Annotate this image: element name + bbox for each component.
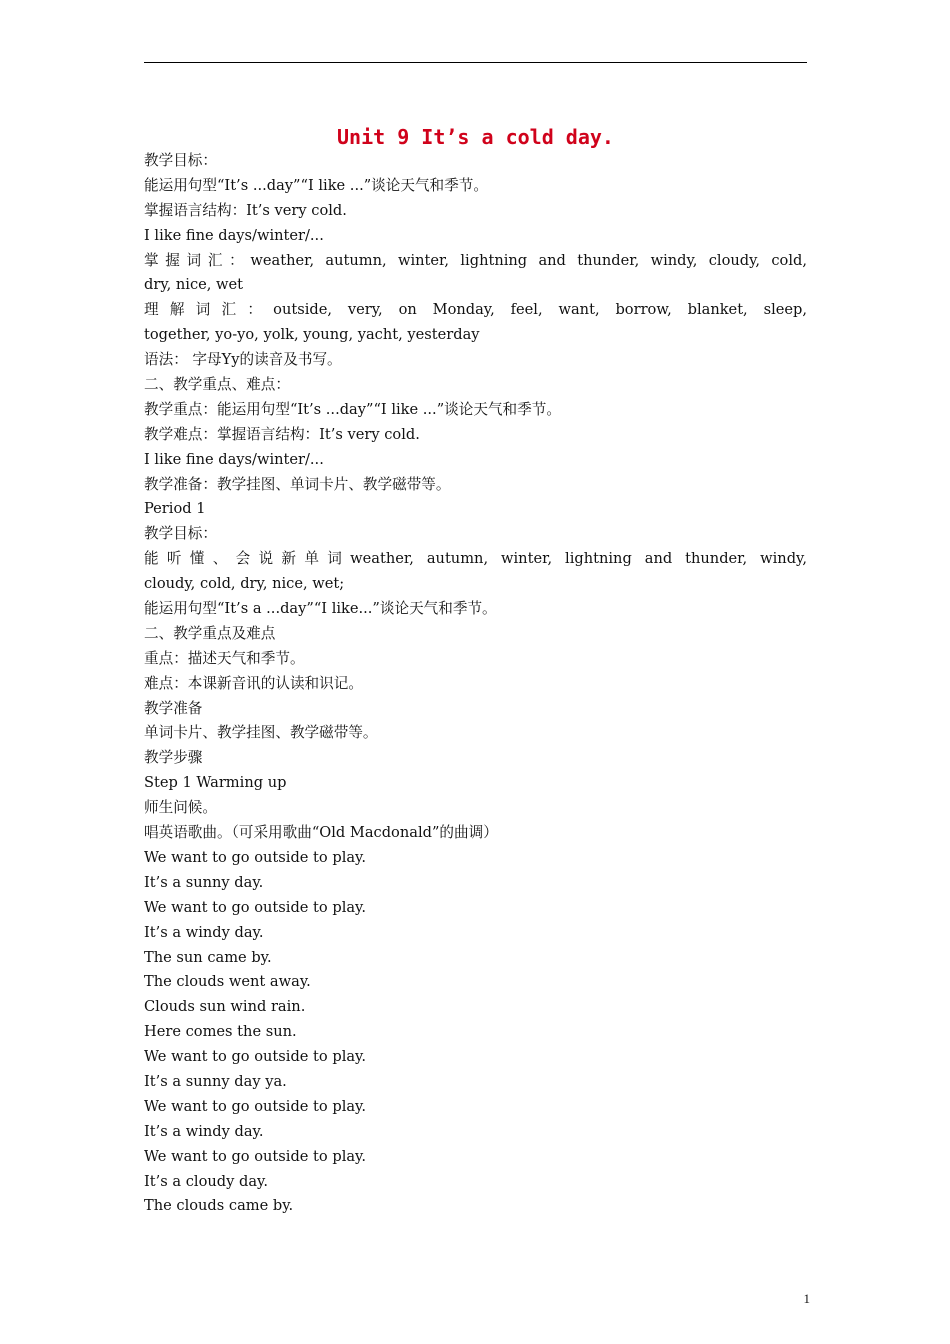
text-line: It’s a sunny day. [144,873,264,891]
text-line: 教学重点：能运用句型“It’s ...day”“I like ...”谈论天气和季节。 [144,400,561,418]
page-number: 1 [803,1291,810,1306]
text-line: 掌握词汇：weather, autumn, winter, lightning and thunder, windy, cloudy, cold, [144,251,807,269]
text-line: 理解词汇：outside, very, on Monday, feel, want, borrow, blanket, sleep, [144,301,807,319]
text-line: We want to go outside to play. [144,1097,367,1115]
text-line: 难点：本课新音讯的认读和识记。 [144,674,363,692]
text-line: 师生问候。 [144,799,217,817]
text-line: 教学难点：掌握语言结构：It’s very cold. [144,425,420,443]
text-line: Clouds sun wind rain. [144,998,306,1016]
text-line: together, yo-yo, yolk, young, yacht, yesterday [144,326,480,344]
text-line: We want to go outside to play. [144,1147,367,1165]
document-title: Unit 9 It’s a cold day. [337,125,614,149]
text-line: We want to go outside to play. [144,898,367,916]
text-line: We want to go outside to play. [144,848,367,866]
text-line: It’s a windy day. [144,1122,264,1140]
text-line: 语法： 字母Yy的读音及书写。 [144,351,342,369]
text-line: 教学目标： [144,525,217,543]
text-line: 二、教学重点及难点 [144,624,276,642]
text-line: 重点：描述天气和季节。 [144,649,305,667]
text-line: I like fine days/winter/... [144,226,324,244]
text-line: Step 1 Warming up [144,774,287,792]
text-line: 教学步骤 [144,749,203,767]
text-line: 唱英语歌曲。（可采用歌曲“Old Macdonald”的曲调） [144,824,498,842]
text-line: cloudy, cold, dry, nice, wet; [144,575,345,593]
text-line: The sun came by. [144,948,272,966]
text-line: The clouds went away. [144,973,311,991]
text-line: 教学目标： [144,152,217,169]
text-line: 掌握语言结构：It’s very cold. [144,201,347,219]
text-line: 教学准备 [144,699,203,717]
text-line: 能运用句型“It’s a ...day”“I like...”谈论天气和季节。 [144,600,497,618]
text-line: It’s a windy day. [144,923,264,941]
text-line: 能听懂、会说新单词weather, autumn, winter, lightning and thunder, windy, [144,550,807,568]
text-line: It’s a cloudy day. [144,1172,268,1190]
document-body [144,149,807,1219]
text-line: It’s a sunny day ya. [144,1072,287,1090]
text-line: The clouds came by. [144,1197,294,1215]
text-line: We want to go outside to play. [144,1048,367,1066]
text-line: dry, nice, wet [144,276,244,294]
text-line: Here comes the sun. [144,1023,297,1041]
text-line: Period 1 [144,500,206,518]
text-line: I like fine days/winter/... [144,450,324,468]
text-line: 教学准备：教学挂图、单词卡片、教学磁带等。 [144,475,451,493]
header-rule [144,62,807,63]
text-line: 单词卡片、教学挂图、教学磁带等。 [144,724,378,742]
text-line: 能运用句型“It’s ...day”“I like ...”谈论天气和季节。 [144,176,488,194]
text-line: 二、教学重点、难点： [144,376,290,394]
